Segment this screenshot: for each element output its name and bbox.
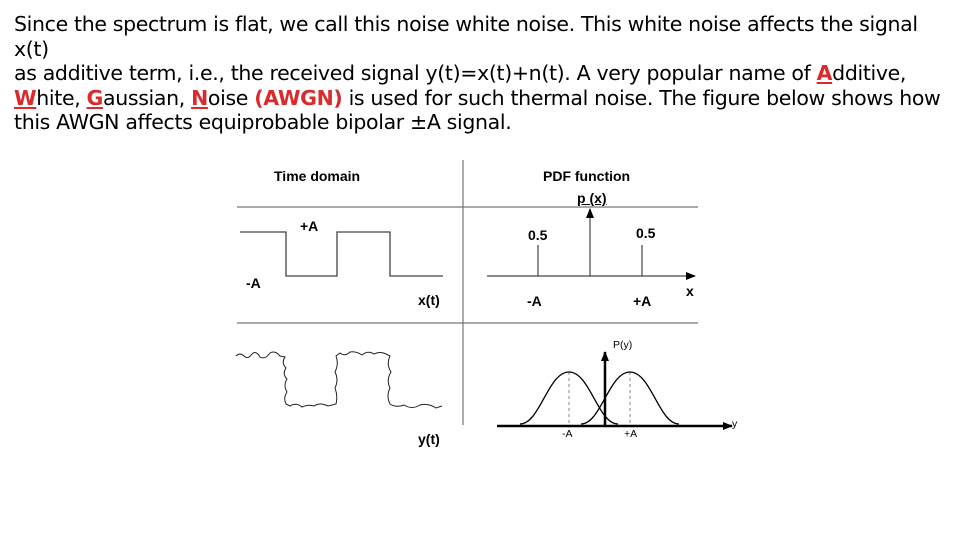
paragraph-line-1: Since the spectrum is flat, we call this noise white noise. This white noise affects the signal x(t)	[14, 12, 918, 61]
paragraph-line-2-text: as additive term, i.e., the received signal y(t)=x(t)+n(t). A very popular name of	[14, 61, 817, 86]
time-domain-title: Time domain	[274, 168, 361, 184]
additive-initial: A	[816, 61, 833, 86]
noise-initial: N	[191, 85, 208, 110]
gaussian-initial: G	[86, 85, 104, 110]
plus-a-gauss-label: +A	[624, 428, 638, 440]
white-rest: hite,	[36, 85, 87, 110]
py-label: P(y)	[613, 339, 633, 351]
gaussian-rest: aussian,	[103, 85, 192, 110]
white-initial: W	[14, 85, 37, 110]
half-left-label: 0.5	[528, 227, 548, 243]
minus-a-pdf-label: -A	[527, 293, 542, 309]
pdf-title: PDF function	[543, 168, 631, 184]
xt-label: x(t)	[418, 292, 440, 308]
minus-a-time-label: -A	[246, 275, 261, 291]
minus-a-gauss-label: -A	[562, 428, 573, 440]
plus-a-time-label: +A	[300, 218, 319, 234]
awgn-acronym: (AWGN)	[254, 85, 343, 110]
px-label: p (x)	[577, 190, 607, 206]
noisy-wave-yt	[236, 352, 442, 408]
square-wave-xt	[240, 232, 443, 276]
noise-rest: oise	[207, 85, 255, 110]
paragraph-line-4: this AWGN affects equiprobable bipolar ±A signal.	[14, 110, 512, 135]
paragraph-line-3-rest: is used for such thermal noise. The figure below shows how	[342, 85, 941, 110]
plus-a-pdf-label: +A	[633, 293, 652, 309]
additive-rest: dditive,	[832, 61, 907, 86]
half-right-label: 0.5	[636, 225, 656, 241]
yt-label: y(t)	[418, 431, 440, 447]
y-axis-label: y	[732, 418, 738, 430]
x-axis-label: x	[686, 283, 694, 299]
